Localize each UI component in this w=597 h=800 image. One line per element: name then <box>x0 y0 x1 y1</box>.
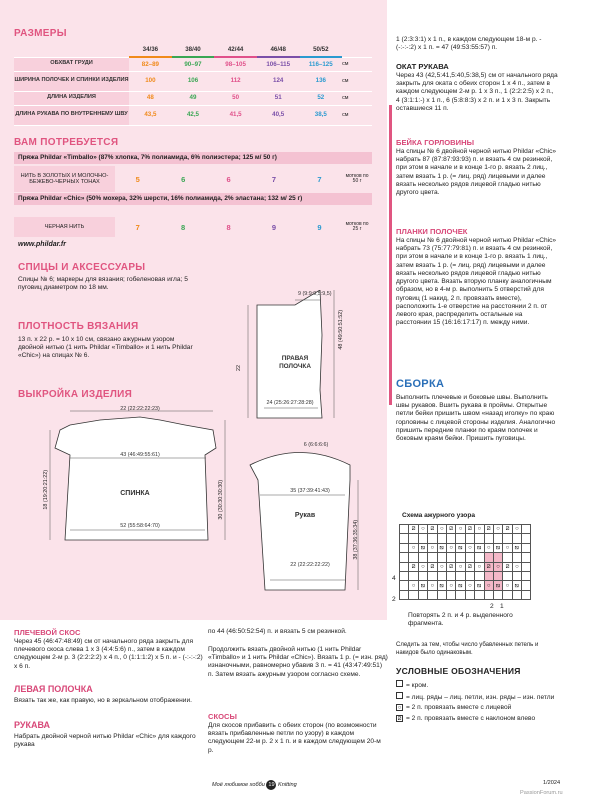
legend-item: = кром. <box>396 680 556 690</box>
sleeve-title: РУКАВА <box>14 720 51 730</box>
yarn1-name: Пряжа Phildar «Timballo» (87% хлопка, 7% полиамида, 6% полиэстера; 125 м/ 50 г) <box>14 152 372 164</box>
dim-back-armhole: 18 (19:20:21:22) <box>43 470 49 510</box>
dim-sleeve-bottom: 22 (22:22:22:22) <box>290 562 330 568</box>
cap-title: ОКАТ РУКАВА <box>396 62 449 71</box>
neck-title: БЕЙКА ГОРЛОВИНЫ <box>396 138 475 147</box>
gauge-text: 13 п. x 22 р. = 10 x 10 см, связано ажурным узором двойной нитью (1 нить Phildar «Timballo» и 1 нить Phildar «Chic») на спицах № 6. <box>18 336 193 360</box>
yarn1-table: НИТЬ В ЗОЛОТЫХ И МОЛОЧНО-БЕЖЕВО-ЧЕРНЫХ ТОНАХ 5 6 6 7 7 мотков по 50 г <box>14 166 372 192</box>
edge-stitch-icon <box>396 680 403 687</box>
lace-chart: ⧄ ○ ⧄ ○ ⧄ ○ ⧄ ○ ⧄ ○ ⧄ ○ ○ ⧅ ○ ⧅ ○ ⧅ ○ ⧅ ○ ⧅ ○ ⧅ ⧄ ○ ⧄ ○ ⧄ ○ ⧄ ○ ⧄ ○ ⧄ ○ ○ ⧅ ○ ⧅ ○ ⧅ ○ ⧅ ○ ⧅ ○ ⧅ <box>399 524 531 600</box>
dim-sleeve-top: 35 (37:39:41:43) <box>290 488 330 494</box>
left-front-text: Вязать так же, как правую, но в зеркальном отображении. <box>14 697 192 704</box>
shoulder-title: ПЛЕЧЕВОЙ СКОС <box>14 628 81 637</box>
footer-issue: 1/2024 <box>543 780 561 786</box>
materials-title: ВАМ ПОТРЕБУЕТСЯ <box>14 137 119 148</box>
sizes-title: РАЗМЕРЫ <box>14 28 67 39</box>
legend-title: УСЛОВНЫЕ ОБОЗНАЧЕНИЯ <box>396 666 521 676</box>
back-piece <box>55 417 216 540</box>
row-num-2: 2 <box>392 596 396 603</box>
scheme-caption: Повторять 2 п. и 4 р. выделенного фрагмента. <box>408 612 513 628</box>
legend-item: ○ = 2 п. провязать вместе с лицевой <box>397 704 512 712</box>
footer-magazine: Моё любимое хобби 19 Knitting <box>212 782 297 788</box>
right-accent-bar <box>389 105 392 405</box>
yarn2-name: Пряжа Phildar «Chic» (50% мохера, 32% шерсти, 16% полиамида, 2% эластана; 132 м/ 25 г) <box>14 193 372 205</box>
legend-item: ⧄ = 2 п. провязать вместе с наклоном влево <box>397 714 536 722</box>
dim-back-top: 22 (22:22:22:23) <box>120 406 160 412</box>
sleeve-label: Рукав <box>294 512 316 519</box>
dim-back-len: 30 (30:30:30:30) <box>218 480 224 520</box>
bevel-title: СКОСЫ <box>208 712 237 721</box>
neck-text: На спицы № 6 двойной черной нитью Phildar «Chic» набрать 87 (87:87:93:93) п. и вязать 4 см резинкой, при этом в начале и в конце 1-го р. вязать 2 лиц., затем вязать 1 р. (= лиц. ряд) лицевыми и далее вязать несколько рядов лицевой гладью нитью другого цвета. <box>396 148 557 197</box>
size-1: 34/36 <box>129 43 172 57</box>
scheme-title: Схема ажурного узора <box>402 512 476 519</box>
pattern-title: ВЫКРОЙКА ИЗДЕЛИЯ <box>18 389 133 400</box>
gauge-title: ПЛОТНОСТЬ ВЯЗАНИЯ <box>18 321 139 332</box>
schematics <box>0 290 387 620</box>
col2-text1: по 44 (46:50:52:54) п. и вязать 5 см резинкой. <box>208 628 347 635</box>
phildar-link[interactable]: www.phildar.fr <box>18 241 66 248</box>
front-label: ПРАВАЯ ПОЛОЧКА <box>279 355 311 370</box>
left-front-title: ЛЕВАЯ ПОЛОЧКА <box>14 684 93 694</box>
back-label: СПИНКА <box>120 490 150 497</box>
size-4: 46/48 <box>257 43 300 57</box>
dim-back-bottom: 52 (55:58:64:70) <box>120 523 160 529</box>
dim-back-mid: 43 (46:49:55:61) <box>120 452 160 458</box>
legend-item: = лиц. ряды – лиц. петли, изн. ряды – изн. петли <box>396 692 556 702</box>
dim-front-top: 22 <box>236 365 242 371</box>
col2-text2: Продолжить вязать двойной нитью (1 нить Phildar «Timballo» и 1 нить Phildar «Chic»). Вязать 1 р. (= изн. ряд) изнаночными, равномерно убавив 3 п. = 41 (43:47:49:51) п. Затем вязать ажурным узором согласно схеме. <box>208 646 388 678</box>
needles-text: Спицы № 6; маркеры для вязания; гобеленовая игла; 5 пуговиц диаметром по 18 мм. <box>18 276 188 292</box>
size-row: ШИРИНА ПОЛОЧЕК И СПИНКИ ИЗДЕЛИЯ 100 106 112 124 136 см <box>14 71 372 91</box>
size-3: 42/44 <box>214 43 257 57</box>
scheme-note: Следить за тем, чтобы число убавленных петель и накидов было одинаковым. <box>396 642 539 656</box>
k2tog-left-icon: ⧄ <box>397 715 402 722</box>
dim-shoulder: 9 (9:9:9,5:9,5) <box>298 291 332 297</box>
sleeve-piece <box>250 453 350 591</box>
sleeve-text: Набрать двойной черной нитью Phildar «Chic» для каждого рукава <box>14 733 196 749</box>
row-num-4: 4 <box>392 575 396 582</box>
right-text1: 1 (2:3:3:1) x 1 п., в каждом следующем 18-м р. - (-:-:-:2) x 1 п. = 47 (49:53:55:57) п. <box>396 36 542 52</box>
dim-sleeve-len: 38 (37:36:35:34) <box>353 520 359 560</box>
size-row: ОБХВАТ ГРУДИ 82–89 90–97 98–105 106–115 116–125 см <box>14 57 372 71</box>
dim-front-bottom: 24 (25:26:27:28:28) <box>266 400 314 406</box>
size-2: 38/40 <box>172 43 215 57</box>
page-number: 19 <box>268 782 275 788</box>
shoulder-text: Через 45 (46:47:48:49) см от начального ряда закрыть для плечевого скоса слева 1 x 3 (4:4:5:6) п., затем в каждом следующем 2-м р. 3 (2:2:2:2) x 4 п., 0 (1:1:1:2) x 5 п. и - (-:-:-:2) x 6 п. <box>14 638 203 670</box>
band-title: ПЛАНКИ ПОЛОЧЕК <box>396 227 468 236</box>
size-row: ДЛИНА РУКАВА ПО ВНУТРЕННЕМУ ШВУ 43,5 42,5 41,5 40,5 38,5 см <box>14 105 372 125</box>
footer-site[interactable]: PassionForum.ru <box>520 790 563 796</box>
band-text: На спицы № 6 двойной черной нитью Phildar «Chic» набрать 73 (75:77:79:81) п. и вязать 4 см резинкой, при этом в начале и в конце 1-го р. вязать 1 лиц., затем вязать 1 р. (= лиц. ряд) лицевыми и далее вязать несколько рядов лицевой гладью нитью другого цвета. Вязать вторую планку аналогичным образом, но в 4-м р. выполнить 5 отверстий для пуговиц (1 накид, 2 п. провязать вместе), расположить 1-е отверстие на расстоянии 2 п. от левого края, распределить остальные на расстоянии 15 (16:16:17:17) п. между ними. <box>396 237 557 327</box>
size-row: ДЛИНА ИЗДЕЛИЯ 48 49 50 51 52 см <box>14 91 372 105</box>
knit-stitch-icon <box>396 692 403 699</box>
dim-cap: 6 (6:6:6:6) <box>303 442 329 448</box>
assembly-title: СБОРКА <box>396 378 445 390</box>
bevel-text: Для скосов прибавить с обеих сторон (по возможности вязать прибавленные петли по узору) в каждом следующем 22-м р. 2 x 1 п. и в каждом следующем 20-м р. <box>208 722 381 754</box>
cap-text: Через 43 (42,5:41,5:40,5:38,5) см от начального ряда закрыть для оката с обеих сторон 1 x 4 п., затем в каждом следующем 2-м р. 1 x 3 п., 1 (2:2:2:5) x 2 п., 4 (3:1:1:-) x 1 п., 6 (5:8:8:3) x 2 п. и 1 x 3 п. Закрыть оставшиеся 11 п. <box>396 72 558 112</box>
assembly-text: Выполнить плечевые и боковые швы. Выполнить швы рукавов. Вшить рукава в проймы. Открытые петли бейки пришить швом «назад иголку» по краю горловины с лицевой стороны изделия. Аналогично пришить передние планки по краям полочек и боковым краям бейки. Пришить пуговицы. <box>396 394 556 443</box>
col-num-2: 2 <box>490 603 494 610</box>
yarn-over-icon: ○ <box>397 705 402 712</box>
needles-title: СПИЦЫ И АКСЕССУАРЫ <box>18 262 146 273</box>
dim-front-len: 48 (49:50:51:52) <box>338 310 344 350</box>
yarn2-table: ЧЕРНАЯ НИТЬ 7 8 8 9 9 мотков по 25 г <box>14 217 372 237</box>
size-5: 50/52 <box>300 43 343 57</box>
sizes-table <box>14 43 372 126</box>
legend-list <box>396 680 556 723</box>
col-num-1: 1 <box>500 603 504 610</box>
front-piece <box>257 290 322 418</box>
